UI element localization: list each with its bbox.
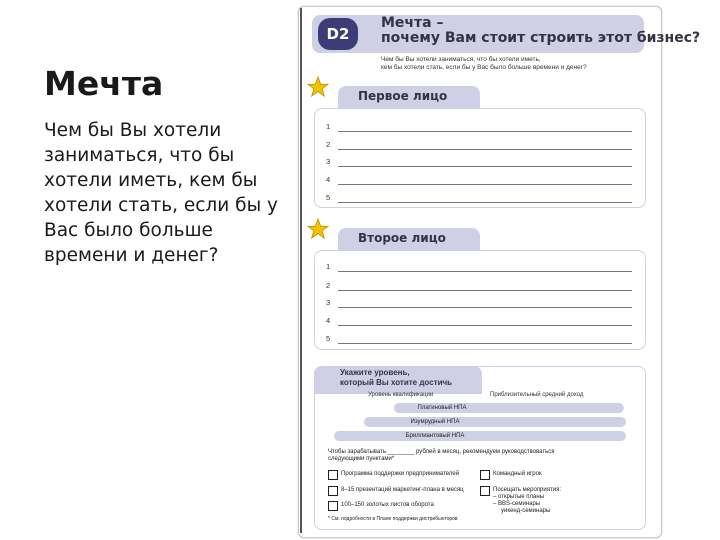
star-icon <box>307 76 329 98</box>
line-number: 4 <box>326 175 331 184</box>
event-item: – BBS-семинары <box>493 501 541 507</box>
worksheet-note-line1: Чем бы Вы хотели заниматься, что бы хотели иметь, <box>381 56 541 63</box>
answer-line[interactable] <box>326 193 632 205</box>
column-head-level: Уровень квалификации <box>368 392 434 398</box>
level-label: Бриллиантовый НПА <box>405 433 465 439</box>
section-label-second-person: Второе лицо <box>358 231 446 245</box>
worksheet-title-line1: Мечта – <box>381 15 444 31</box>
slide-body-text: Чем бы Вы хотели заниматься, что бы хотели иметь, кем бы хотели стать, если бы у Вас было больше времени и денег? <box>44 120 279 266</box>
checkbox-label: Командный игрок <box>493 471 542 477</box>
answer-rule <box>338 325 632 326</box>
answer-line[interactable] <box>326 281 632 293</box>
worksheet-note-line2: кем бы хотели стать, если бы у Вас было больше времени и денег? <box>381 64 587 71</box>
line-number: 5 <box>326 334 331 343</box>
level-label: Платиновый НПА <box>417 405 467 411</box>
goal-label-line2: который Вы хотите достичь <box>340 378 453 387</box>
line-number: 5 <box>326 193 331 202</box>
answer-line[interactable] <box>326 122 632 134</box>
section-label-first-person: Первое лицо <box>358 89 448 103</box>
line-number: 3 <box>326 157 331 166</box>
goal-label <box>340 368 452 388</box>
answer-rule <box>338 149 632 150</box>
answer-rule <box>338 184 632 185</box>
earnings-line2: следующими пунктами* <box>328 456 395 462</box>
worksheet-title-line2: почему Вам стоит строить этот бизнес? <box>381 30 701 46</box>
level-label: Изумрудный НПА <box>410 419 460 425</box>
earnings-line1: Чтобы зарабатывать ________ рублей в месяц, рекомендуем руководствоваться <box>328 449 555 455</box>
checkbox[interactable] <box>480 470 490 480</box>
checkbox-label-events <box>493 487 633 515</box>
worksheet-badge: D2 <box>318 18 358 50</box>
star-icon <box>307 218 329 240</box>
answer-line[interactable] <box>326 157 632 169</box>
earnings-instructions <box>328 449 636 463</box>
checkbox[interactable] <box>328 501 338 511</box>
answer-line[interactable] <box>326 175 632 187</box>
event-item: уикенд-семинары <box>501 508 551 514</box>
checkbox-label: Программа поддержки предпринимателей <box>341 471 460 477</box>
event-heading: Посещать мероприятия: <box>493 487 562 493</box>
worksheet-edge <box>300 8 302 533</box>
worksheet-title <box>381 16 700 46</box>
column-head-income: Приблизительный средний доход <box>490 392 584 398</box>
answer-line[interactable] <box>326 298 632 310</box>
line-number: 4 <box>326 316 331 325</box>
line-number: 1 <box>326 262 331 271</box>
checkbox-label: 8–15 презентаций маркетинг-плана в месяц <box>341 487 464 493</box>
answer-rule <box>338 166 632 167</box>
answer-rule <box>338 131 632 132</box>
line-number: 3 <box>326 298 331 307</box>
answer-rule <box>338 271 632 272</box>
checkbox[interactable] <box>480 486 490 496</box>
line-number: 1 <box>326 122 331 131</box>
answer-rule <box>338 343 632 344</box>
answer-rule <box>338 307 632 308</box>
line-number: 2 <box>326 140 331 149</box>
answer-line[interactable] <box>326 334 632 346</box>
answer-line[interactable] <box>326 262 632 274</box>
line-number: 2 <box>326 281 331 290</box>
checkbox-label: 100–150 золотых листов оборота <box>341 502 434 508</box>
answer-line[interactable] <box>326 316 632 328</box>
slide-title: Мечта <box>44 64 164 103</box>
worksheet-note <box>381 56 641 72</box>
checkbox[interactable] <box>328 486 338 496</box>
answer-rule <box>338 202 632 203</box>
goal-label-line1: Укажите уровень, <box>340 368 410 377</box>
answer-rule <box>338 290 632 291</box>
event-item: – открытые планы <box>493 494 545 500</box>
checkbox[interactable] <box>328 470 338 480</box>
answer-line[interactable] <box>326 140 632 152</box>
footnote: * См. подробности в Плане поддержки дистрибьюторов <box>328 516 458 522</box>
